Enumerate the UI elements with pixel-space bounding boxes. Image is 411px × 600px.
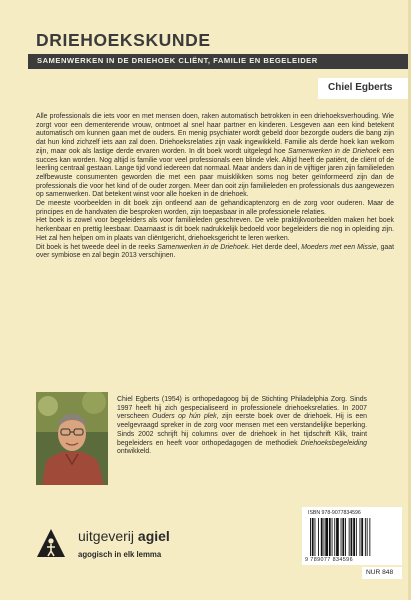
isbn-digits: 9 789077 834596 <box>305 557 353 563</box>
barcode <box>302 507 402 565</box>
barcode-bars <box>310 518 394 556</box>
author-photo <box>36 392 108 485</box>
agiel-logo-icon <box>36 528 66 558</box>
isbn-label: ISBN 978-9077834596 <box>308 510 361 516</box>
blurb-paragraph-3: Het boek is zowel voor begeleiders als voor familieleden geschreven. De vele praktijkvoorbeelden maken het boek herkenbaar en prettig leesbaar. Daarnaast is dit boek nadrukkelijk bedoeld voor begeleiders die nog in opleiding zijn. Het zal hen helpen om in plaats van cliëntgericht, driehoeksgericht te leren werken. <box>36 217 394 242</box>
book-title: DRIEHOEKSKUNDE <box>36 30 211 50</box>
blurb-paragraph-2: De meeste voorbeelden in dit boek zijn ontleend aan de gehandicaptenzorg en de zorg voor ouderen. Maar de principes en de handvaten die besproken worden, zijn toepasbaar in alle professionele relaties. <box>36 200 394 216</box>
publisher-block <box>36 528 226 568</box>
subtitle-bar <box>28 54 408 69</box>
blurb-paragraph-1: Alle professionals die iets voor en met mensen doen, raken automatisch betrokken in een driehoeksverhouding. Wie zorgt voor een dementerende vrouw, ontmoet al snel haar partner en kinderen. Lesgeven aan een kind betekent automatisch om kunnen gaan met de ouders. En menig psychiater wordt gebeld door bezorgde ouders die bang zijn dat hun kind zichzelf iets aan zal doen. Driehoeksrelaties zijn vaak ingewikkeld. Familie als derde hoek kan welkom zijn, maar ook als lastige derde ervaren worden. In dit boek wordt uitgelegd hoe Samenwerken in de Driehoek een succes kan worden. Nog altijd is familie voor veel professionals een blinde vlek. Altijd heeft de patiënt, de cliënt of de leerling centraal gestaan. Lange tijd vond iedereen dat normaal. Maar anders dan in de vijftiger jaren zijn familieleden zelfbewuste consumenten geworden die met een paar muisklikken soms nog beter geïnformeerd zijn dan de professionals die voor het kind of de ouder zorgen. Meer dan ooit zijn familieleden en professionals dus aangewezen op samenwerken. Dat betekent winst voor alle hoeken in de driehoek. <box>36 113 394 199</box>
author-label-box <box>318 78 408 99</box>
author-bio: Chiel Egberts (1954) is orthopedagoog bij de Stichting Philadelphia Zorg. Sinds 1997 heeft hij zich gespecialiseerd in professionele driehoeksrelaties. In 2007 verscheen Ouders op hún plek, zijn eerste boek over de driehoek. Hij is een veelgevraagd spreker in de zorg voor mensen met een verstandelijke beperking. Sinds 2002 schrijft hij columns over de driehoek in het tijdschrift Klik, traint begeleiders en heeft voor orthopedagogen de methodiek Driehoeksbegeleiding ontwikkeld. <box>117 396 367 456</box>
blurb-paragraph-4: Dit boek is het tweede deel in de reeks Samenwerken in de Driehoek. Het derde deel, Moeders met een Missie, gaat over symbiose en zal begin 2013 verschijnen. <box>36 243 395 260</box>
author-name: Chiel Egberts <box>328 82 393 93</box>
publisher-name: uitgeverij agiel <box>78 528 170 544</box>
nur-code: NUR 848 <box>366 569 394 576</box>
book-subtitle: SAMENWERKEN IN DE DRIEHOEK CLIËNT, FAMILIE EN BEGELEIDER <box>37 56 318 65</box>
publisher-tagline: agogisch in elk lemma <box>78 550 162 559</box>
nur-box <box>362 567 402 579</box>
blurb-text <box>36 113 394 261</box>
